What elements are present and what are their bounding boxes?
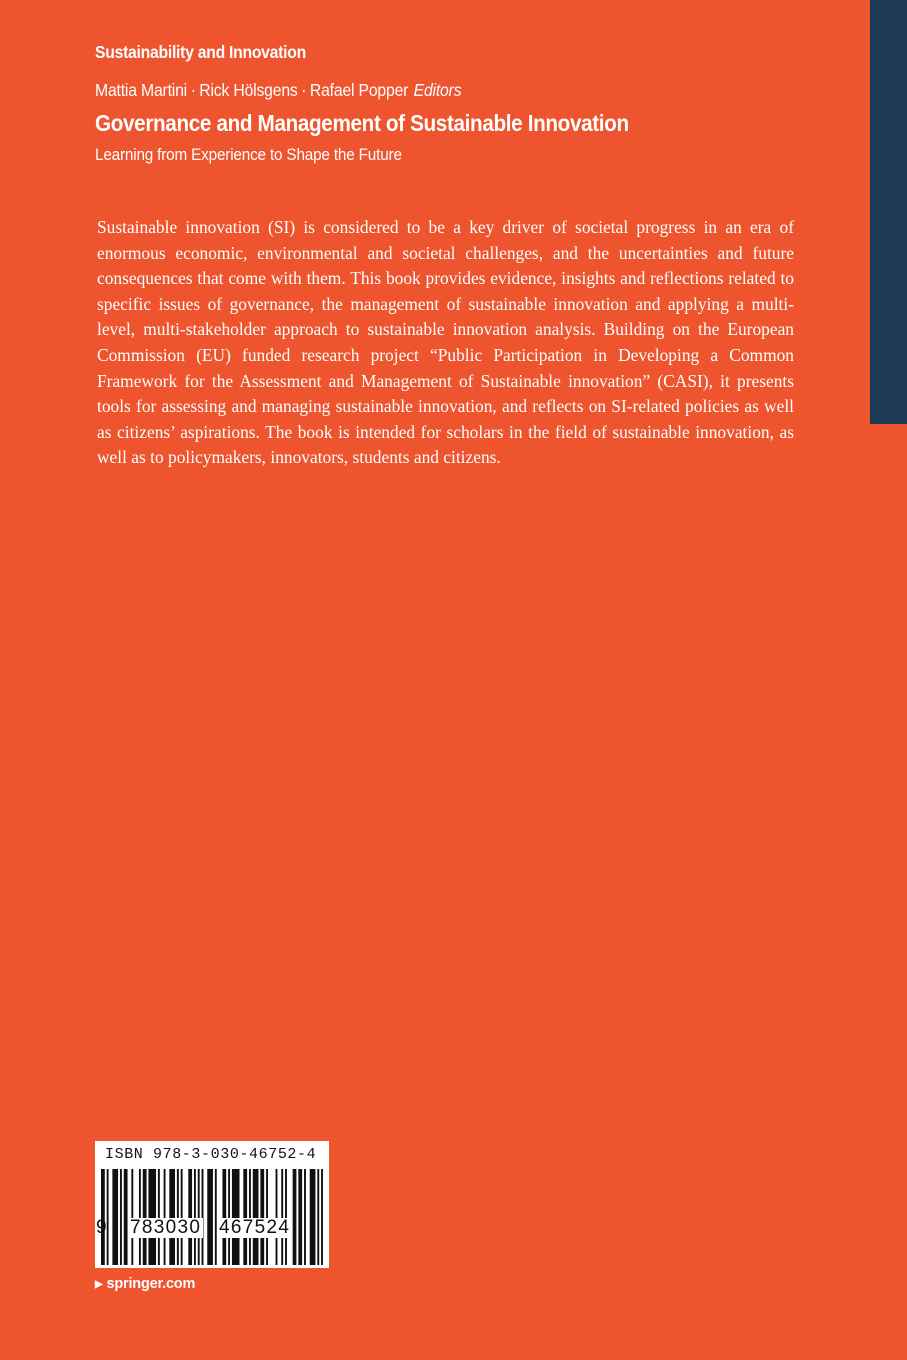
barcode-bar xyxy=(317,1169,319,1265)
publisher-url: springer.com xyxy=(106,1276,196,1292)
barcode-bar xyxy=(120,1169,122,1265)
barcode-bar xyxy=(107,1169,109,1265)
barcode-bar xyxy=(112,1169,118,1265)
barcode-bar xyxy=(298,1169,302,1265)
editors-role: Editors xyxy=(413,80,462,100)
series-name: Sustainability and Innovation xyxy=(95,42,306,62)
book-title: Governance and Management of Sustainable Innovation xyxy=(95,110,629,136)
arrow-icon: ▶ xyxy=(95,1279,103,1290)
barcode-digits-right: 467524 xyxy=(219,1217,291,1238)
editors-line xyxy=(95,80,461,101)
editor-name: Mattia Martini xyxy=(95,80,188,100)
barcode-bar xyxy=(304,1169,306,1265)
barcode-bar xyxy=(215,1169,217,1265)
barcode-bar xyxy=(293,1169,297,1265)
editor-name: Rick Hölsgens xyxy=(199,80,298,100)
barcode-bar xyxy=(124,1169,128,1265)
editor-separator: · xyxy=(301,80,307,100)
editor-separator: · xyxy=(190,80,196,100)
barcode-bar xyxy=(202,1169,204,1265)
barcode-bar xyxy=(310,1169,316,1265)
publisher-link[interactable] xyxy=(95,1276,195,1292)
barcode-bar xyxy=(321,1169,323,1265)
back-cover-blurb: Sustainable innovation (SI) is considered to be a key driver of societal progress in an era of enormous economic, environmental and societal challenges, and the uncertainties and future consequences that come with them. This book provides evidence, insights and reflections related to specific issues of governance, the management of sustainable innovation and applying a multi-level, multi-stakeholder approach to sustainable innovation analysis. Building on the European Commission (EU) funded research project “Public Participation in Developing a Common Framework for the Assessment and Management of Sustainable innovation” (CASI), it presents tools for assessing and managing sustainable innovation, and reflects on SI-related policies as well as citizens’ aspirations. The book is intended for scholars in the field of sustainable innovation, as well as to policymakers, innovators, students and citizens. xyxy=(97,217,794,468)
isbn-label: ISBN 978-3-030-46752-4 xyxy=(105,1146,317,1163)
barcode-digits-left: 783030 xyxy=(130,1217,202,1238)
editor-name: Rafael Popper xyxy=(309,80,409,100)
book-subtitle: Learning from Experience to Shape the Future xyxy=(95,145,402,164)
spine-color-bar xyxy=(870,0,907,424)
barcode-bar xyxy=(207,1169,213,1265)
isbn-barcode xyxy=(95,1141,329,1268)
barcode-digit-first: 9 xyxy=(96,1217,107,1238)
